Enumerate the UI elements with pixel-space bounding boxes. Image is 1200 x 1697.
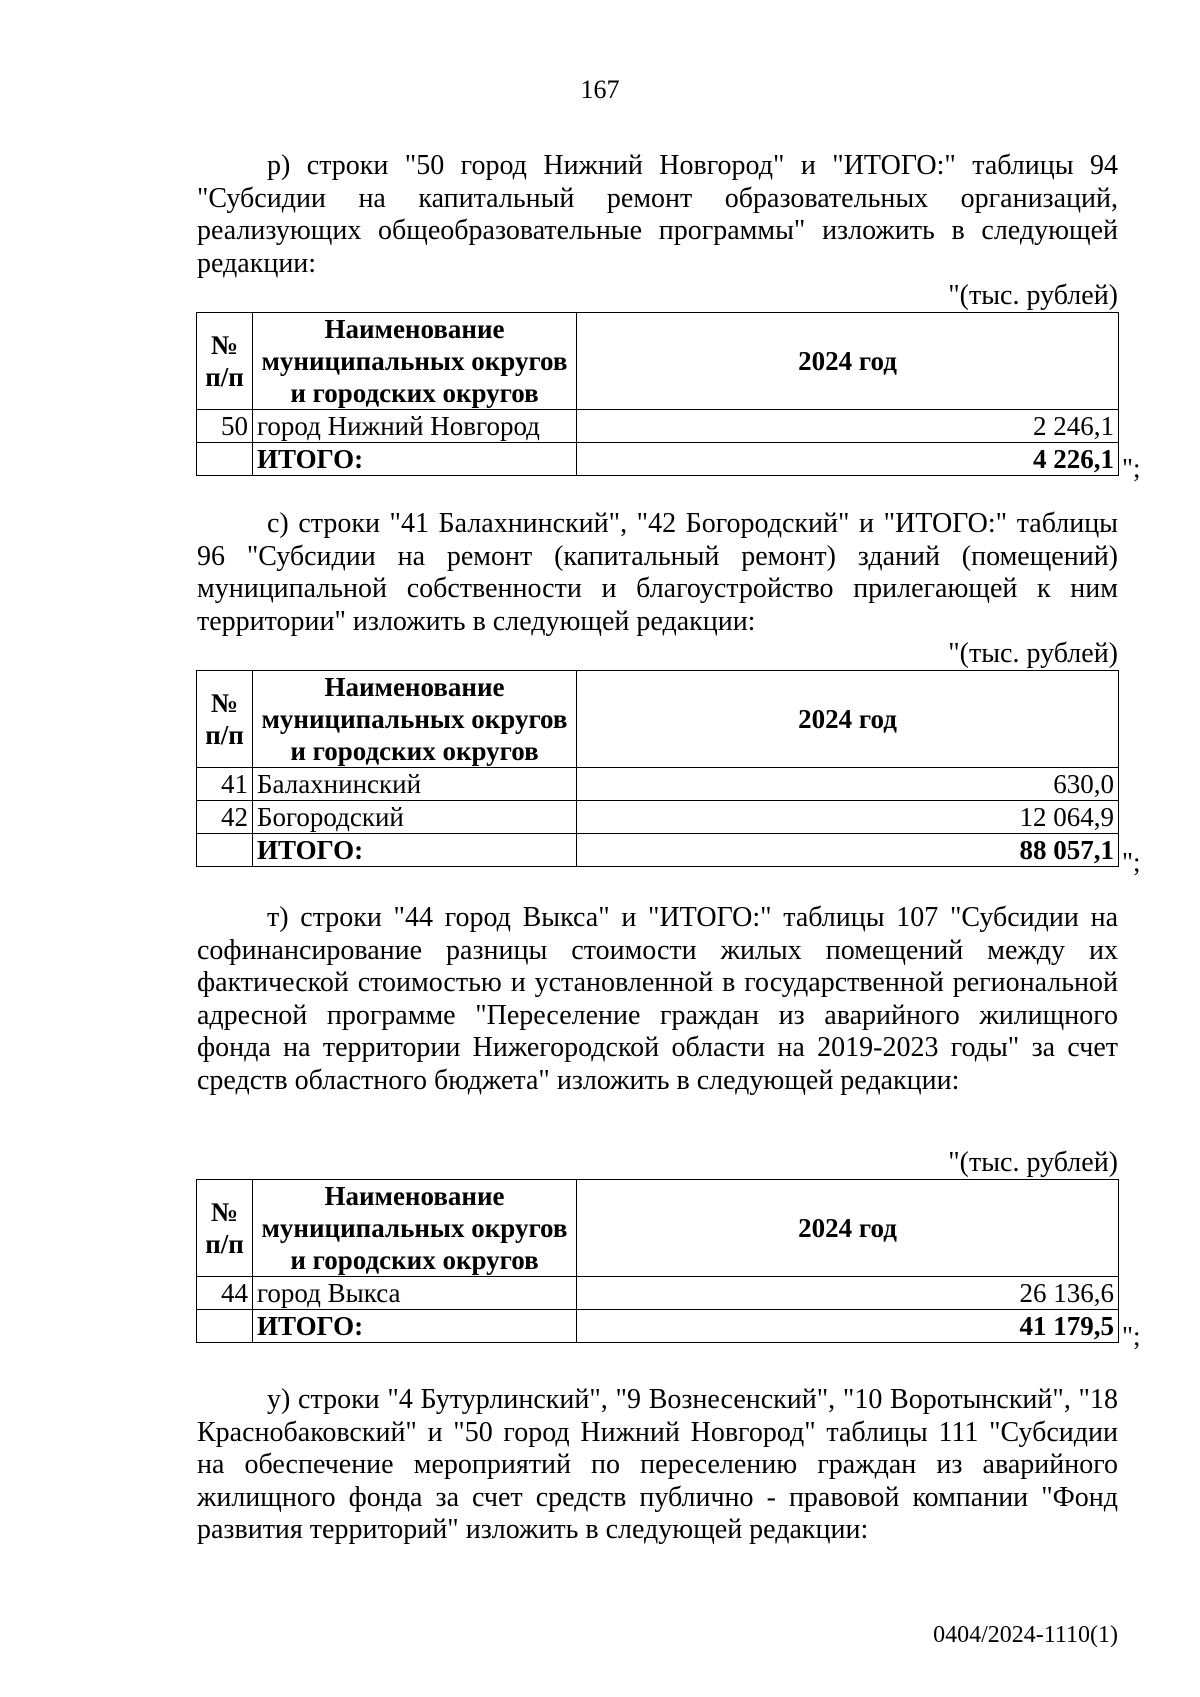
row-value: 4 226,1 bbox=[577, 443, 1119, 476]
table-row bbox=[197, 1277, 1119, 1310]
page-number: 167 bbox=[580, 75, 620, 104]
table-total-row bbox=[197, 443, 1119, 476]
closing-quote: "; bbox=[1122, 847, 1141, 877]
units-label-t: "(тыс. рублей) bbox=[948, 1147, 1118, 1178]
row-name: Балахнинский bbox=[253, 768, 577, 801]
table-107 bbox=[196, 1179, 1119, 1343]
table-94 bbox=[196, 312, 1119, 476]
paragraph-u bbox=[197, 1384, 1118, 1547]
paragraph-s bbox=[197, 508, 1118, 638]
table-row bbox=[197, 801, 1119, 834]
table-row bbox=[197, 768, 1119, 801]
units-label-r: "(тыс. рублей) bbox=[948, 280, 1118, 311]
header-name: Наименование муниципальных округов и городских округов bbox=[253, 671, 577, 768]
paragraph-r-text: р) строки "50 город Нижний Новгород" и "ИТОГО:" таблицы 94 "Субсидии на капитальный ремонт образовательных организаций, реализующих общеобразовательные программы" изложить в следующей редакции: bbox=[197, 150, 1118, 279]
row-num bbox=[197, 443, 253, 476]
header-num: № п/п bbox=[197, 313, 253, 410]
row-name: город Нижний Новгород bbox=[253, 410, 577, 443]
table-row bbox=[197, 410, 1119, 443]
row-num bbox=[197, 834, 253, 867]
header-year: 2024 год bbox=[577, 671, 1119, 768]
table-header-row bbox=[197, 671, 1119, 768]
row-num: 42 bbox=[197, 801, 253, 834]
units-label-s: "(тыс. рублей) bbox=[948, 638, 1118, 669]
row-value: 26 136,6 bbox=[577, 1277, 1119, 1310]
header-name: Наименование муниципальных округов и городских округов bbox=[253, 1180, 577, 1277]
row-name: Богородский bbox=[253, 801, 577, 834]
row-name: ИТОГО: bbox=[253, 1310, 577, 1343]
table-96 bbox=[196, 670, 1119, 867]
table-header-row bbox=[197, 313, 1119, 410]
row-num: 44 bbox=[197, 1277, 253, 1310]
paragraph-t bbox=[197, 902, 1118, 1097]
table-total-row bbox=[197, 1310, 1119, 1343]
row-name: ИТОГО: bbox=[253, 834, 577, 867]
paragraph-t-text: т) строки "44 город Выкса" и "ИТОГО:" таблицы 107 "Субсидии на софинансирование разницы стоимости жилых помещений между их фактической стоимостью и установленной в государственной региональной адресной программе "Переселение граждан из аварийного жилищного фонда на территории Нижегородской области на 2019-2023 годы" за счет средств областного бюджета" изложить в следующей редакции: bbox=[197, 902, 1118, 1096]
table-header-row bbox=[197, 1180, 1119, 1277]
paragraph-s-text: с) строки "41 Балахнинский", "42 Богородский" и "ИТОГО:" таблицы 96 "Субсидии на ремонт (капитальный ремонт) зданий (помещений) муниципальной собственности и благоустройство прилегающей к ним территории" изложить в следующей редакции: bbox=[197, 508, 1118, 637]
row-name: город Выкса bbox=[253, 1277, 577, 1310]
paragraph-r bbox=[197, 150, 1118, 280]
closing-quote: "; bbox=[1122, 453, 1141, 483]
header-name: Наименование муниципальных округов и городских округов bbox=[253, 313, 577, 410]
header-year: 2024 год bbox=[577, 313, 1119, 410]
row-value: 630,0 bbox=[577, 768, 1119, 801]
row-value: 2 246,1 bbox=[577, 410, 1119, 443]
row-name: ИТОГО: bbox=[253, 443, 577, 476]
row-value: 88 057,1 bbox=[577, 834, 1119, 867]
header-num: № п/п bbox=[197, 671, 253, 768]
row-num bbox=[197, 1310, 253, 1343]
header-year: 2024 год bbox=[577, 1180, 1119, 1277]
row-num: 41 bbox=[197, 768, 253, 801]
row-value: 12 064,9 bbox=[577, 801, 1119, 834]
row-num: 50 bbox=[197, 410, 253, 443]
document-code: 0404/2024-1110(1) bbox=[933, 1622, 1118, 1648]
row-value: 41 179,5 bbox=[577, 1310, 1119, 1343]
header-num: № п/п bbox=[197, 1180, 253, 1277]
table-total-row bbox=[197, 834, 1119, 867]
closing-quote: "; bbox=[1122, 1321, 1141, 1351]
paragraph-u-text: у) строки "4 Бутурлинский", "9 Вознесенский", "10 Воротынский", "18 Краснобаковский" и "50 город Нижний Новгород" таблицы 111 "Субсидии на обеспечение мероприятий по переселению граждан из аварийного жилищного фонда за счет средств публично - правовой компании "Фонд развития территорий" изложить в следующей редакции: bbox=[197, 1384, 1118, 1545]
